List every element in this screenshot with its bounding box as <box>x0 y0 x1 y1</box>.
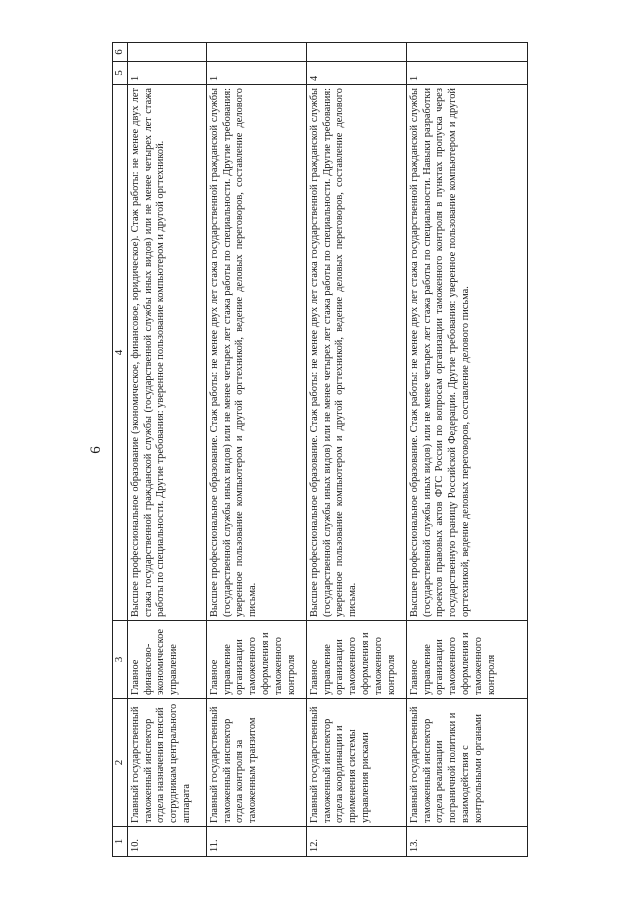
count-cell: 4 <box>306 62 406 85</box>
count-cell: 1 <box>406 62 527 85</box>
table-row <box>206 43 306 857</box>
position-cell: Главный государственный таможенный инспектор отдела назначения пенсий сотрудникам центрального аппарата <box>127 699 206 827</box>
extra-cell <box>206 43 306 62</box>
page-number: 6 <box>88 446 104 454</box>
row-number: 11. <box>206 827 306 857</box>
table-row <box>406 43 527 857</box>
unit-cell: Главное управление организации таможенного оформления и таможенного контроля <box>206 621 306 699</box>
position-cell: Главный государственный таможенный инспектор отдела реализации пограничной политики и взаимодействия с контрольными органами <box>406 699 527 827</box>
row-number: 10. <box>127 827 206 857</box>
requirements-cell: Высшее профессиональное образование. Стаж работы: не менее двух лет стажа государственной гражданской службы (государственной службы иных видов) или не менее четырех лет стажа работы по специальности. Другие требования: уверенное пользование компьютером и другой оргтехникой, ведение деловых переговоров, составление делового письма. <box>306 85 406 621</box>
table-row <box>127 43 206 857</box>
row-number: 13. <box>406 827 527 857</box>
count-cell: 1 <box>206 62 306 85</box>
unit-cell: Главное финансово-экономическое управление <box>127 621 206 699</box>
col-header: 4 <box>113 85 128 621</box>
requirements-cell: Высшее профессиональное образование. Стаж работы: не менее двух лет стажа государственной гражданской службы (государственной службы иных видов) или не менее четырех лет стажа работы по специальности. Другие требования: уверенное пользование компьютером и другой оргтехникой, ведение деловых переговоров, составление делового письма. <box>206 85 306 621</box>
col-header: 3 <box>113 621 128 699</box>
position-cell: Главный государственный таможенный инспектор отдела координации и применения системы управления рисками <box>306 699 406 827</box>
table-row <box>306 43 406 857</box>
rotated-page <box>60 40 620 860</box>
extra-cell <box>406 43 527 62</box>
extra-cell <box>127 43 206 62</box>
col-header: 1 <box>113 827 128 857</box>
count-cell: 1 <box>127 62 206 85</box>
unit-cell: Главное управление организации таможенного оформления и таможенного контроля <box>306 621 406 699</box>
requirements-cell: Высшее профессиональное образование (экономическое, финансовое, юридическое). Стаж работы: не менее двух лет стажа государственной гражданской службы (государственной службы иных видов) или не менее четырех лет стажа работы по специальности. Другие требования: уверенное пользование компьютером и другой оргтехникой. <box>127 85 206 621</box>
row-number: 12. <box>306 827 406 857</box>
unit-cell: Главное управление организации таможенного оформления и таможенного контроля <box>406 621 527 699</box>
vacancy-table <box>112 42 528 857</box>
col-header: 2 <box>113 699 128 827</box>
col-header: 6 <box>113 43 128 62</box>
requirements-cell: Высшее профессиональное образование. Стаж работы: не менее двух лет стажа государственной гражданской службы (государственной службы иных видов) или не менее четырех лет стажа работы по специальности. Навыки разработки проектов правовых актов ФТС России по вопросам организации таможенного контроля в пунктах пропуска через государственную границу Российской Федерации. Другие требования: уверенное пользование компьютером и другой оргтехникой, ведение деловых переговоров, составление делового письма. <box>406 85 527 621</box>
position-cell: Главный государственный таможенный инспектор отдела контроля за таможенным транзитом <box>206 699 306 827</box>
col-header: 5 <box>113 62 128 85</box>
header-row <box>113 43 128 857</box>
extra-cell <box>306 43 406 62</box>
